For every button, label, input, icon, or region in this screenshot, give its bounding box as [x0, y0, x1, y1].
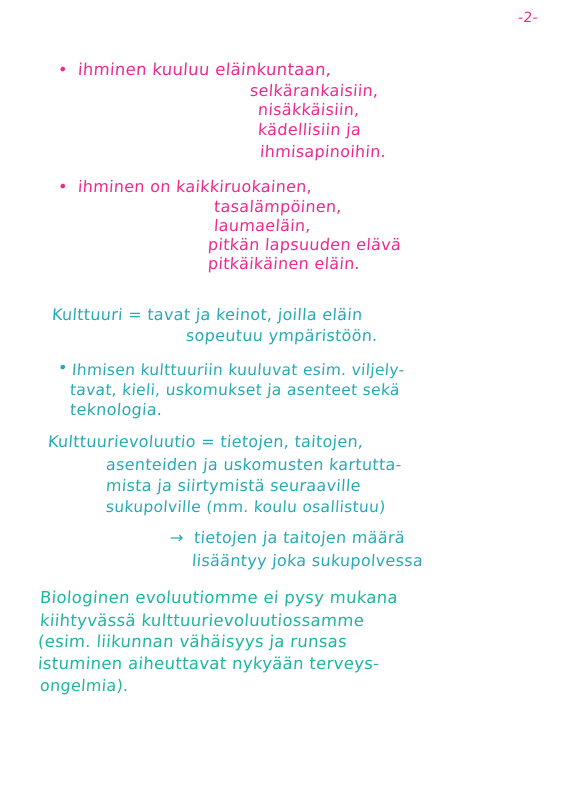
text-line: (esim. liikunnan vähäisyys ja runsas [37, 632, 348, 651]
text-line: ihminen on kaikkiruokainen, [77, 177, 313, 196]
text-line: kädellisiin ja [257, 120, 362, 139]
text-line: pitkäikäinen eläin. [207, 254, 361, 273]
text-line: tietojen ja taitojen määrä [193, 528, 406, 547]
text-line: nisäkkäisiin, [257, 100, 361, 119]
page-number: -2- [517, 10, 539, 26]
text-line: ihmisapinoihin. [259, 142, 387, 161]
text-line: sopeutuu ympäristöön. [185, 326, 379, 345]
text-line: laumaeläin, [213, 216, 312, 235]
text-line: selkärankaisiin, [249, 81, 380, 100]
bullet-mark: • [57, 177, 69, 196]
text-line: Kulttuuri = tavat ja keinot, joilla eläin [51, 305, 364, 324]
text-line: ongelmia). [39, 676, 130, 695]
bullet-mark: • [57, 358, 69, 377]
text-line: Ihmisen kulttuuriin kuuluvat esim. viljely- [71, 361, 406, 379]
text-line: tasalämpöinen, [213, 197, 343, 216]
text-line: lisääntyy joka sukupolvessa [191, 551, 424, 570]
text-line: ihminen kuuluu eläinkuntaan, [77, 60, 333, 79]
bullet-mark: • [57, 60, 69, 79]
text-line: istuminen aiheuttavat nykyään terveys- [37, 654, 381, 673]
text-line: asenteiden ja uskomusten kartutta- [105, 455, 403, 474]
text-line: Kulttuurievoluutio = tietojen, taitojen, [47, 432, 365, 451]
text-line: sukupolville (mm. koulu osallistuu) [105, 498, 387, 516]
arrow-right-icon: → [169, 528, 185, 547]
text-line: teknologia. [69, 400, 164, 419]
text-line: kiihtyvässä kulttuurievoluutiossamme [39, 611, 365, 630]
text-line: Biologinen evoluutiomme ei pysy mukana [39, 588, 399, 607]
text-line: mista ja siirtymistä seuraaville [105, 476, 362, 495]
text-line: pitkän lapsuuden elävä [207, 235, 402, 254]
text-line: tavat, kieli, uskomukset ja asenteet sekä [69, 381, 401, 399]
